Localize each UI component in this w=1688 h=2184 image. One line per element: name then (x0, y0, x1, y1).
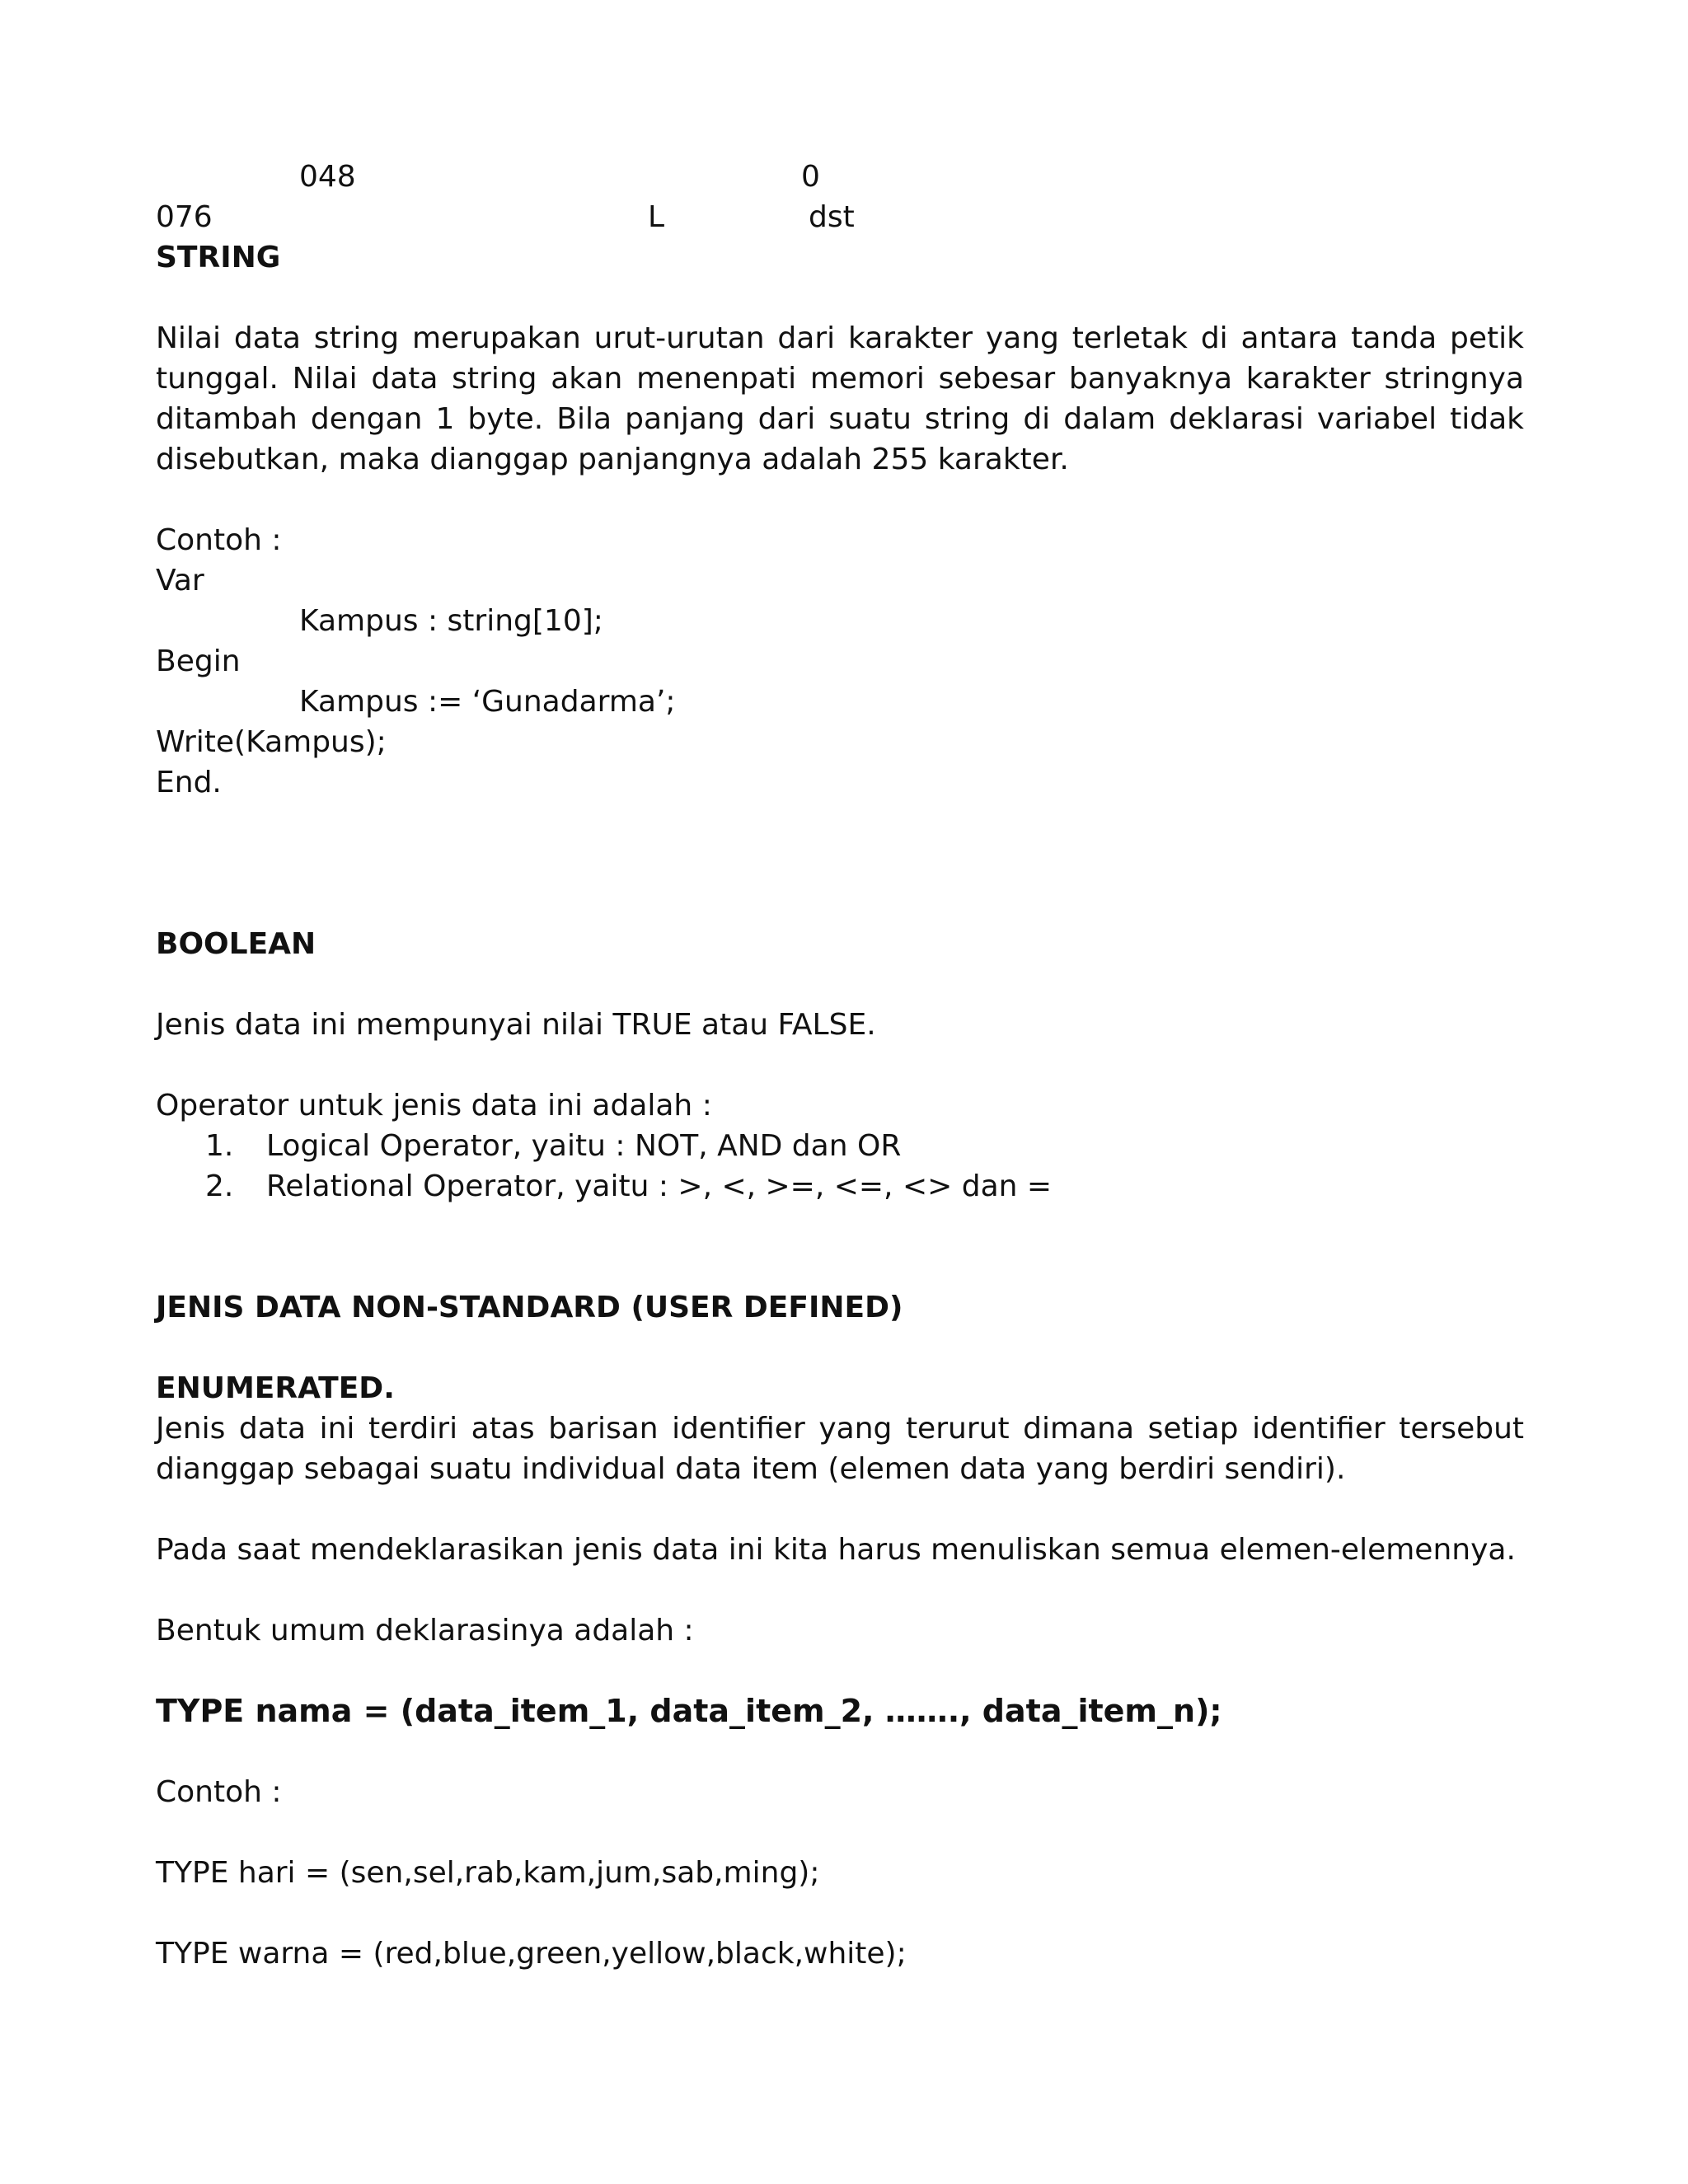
code-line: Write(Kampus); (156, 725, 387, 759)
list-item (156, 1166, 1524, 1207)
table-cell: 048 (299, 160, 356, 194)
subheading-enumerated: ENUMERATED. (156, 1371, 395, 1405)
list-text: Relational Operator, yaitu : >, <, >=, <=, <> dan = (266, 1169, 1053, 1203)
example-label: Contoh : (156, 1775, 282, 1809)
code-line: Kampus := ‘Gunadarma’; (299, 685, 676, 719)
table-cell: L (648, 200, 665, 234)
string-description: Nilai data string merupakan urut-urutan dari karakter yang terletak di antara tanda petik tunggal. Nilai data string akan menenpati memori sebesar banyaknya karakter stringnya ditambah dengan 1 byte. Bila panjang dari suatu string di dalam deklarasi variabel tidak disebutkan, maka dianggap panjangnya adalah 255 karakter. (156, 321, 1524, 476)
operator-list (156, 1126, 1524, 1207)
example-label: Contoh : (156, 523, 282, 557)
list-number: 2. (205, 1169, 234, 1203)
code-line: End. (156, 766, 222, 799)
section-heading-nonstandard: JENIS DATA NON-STANDARD (USER DEFINED) (156, 1291, 903, 1324)
list-number: 1. (205, 1129, 234, 1163)
table-fragment-row-1 (156, 157, 1524, 197)
operators-intro: Operator untuk jenis data ini adalah : (156, 1089, 712, 1122)
table-cell: 076 (156, 200, 213, 234)
list-text: Logical Operator, yaitu : NOT, AND dan OR (266, 1129, 902, 1163)
code-line: Kampus : string[10]; (299, 604, 603, 638)
section-heading-boolean: BOOLEAN (156, 927, 316, 961)
code-line: Begin (156, 644, 241, 678)
code-line: Var (156, 564, 204, 598)
list-item (156, 1126, 1524, 1166)
declaration-note: Pada saat mendeklarasikan jenis data ini kita harus menuliskan semua elemen-elemennya. (156, 1533, 1516, 1567)
table-fragment-row-2 (156, 197, 1524, 237)
syntax-intro: Bentuk umum deklarasinya adalah : (156, 1614, 694, 1647)
table-cell: 0 (801, 160, 820, 194)
section-heading-string: STRING (156, 241, 281, 274)
document-page (156, 157, 1524, 1974)
syntax-line: TYPE nama = (data_item_1, data_item_2, ……., data_item_n); (156, 1693, 1222, 1729)
example-line: TYPE warna = (red,blue,green,yellow,black,white); (156, 1937, 907, 1971)
enumerated-description: Jenis data ini terdiri atas barisan identifier yang terurut dimana setiap identifier tersebut dianggap sebagai suatu individual data item (elemen data yang berdiri sendiri). (156, 1412, 1524, 1486)
example-line: TYPE hari = (sen,sel,rab,kam,jum,sab,ming); (156, 1856, 820, 1890)
boolean-description: Jenis data ini mempunyai nilai TRUE atau FALSE. (156, 1008, 876, 1042)
table-cell: dst (809, 200, 855, 234)
